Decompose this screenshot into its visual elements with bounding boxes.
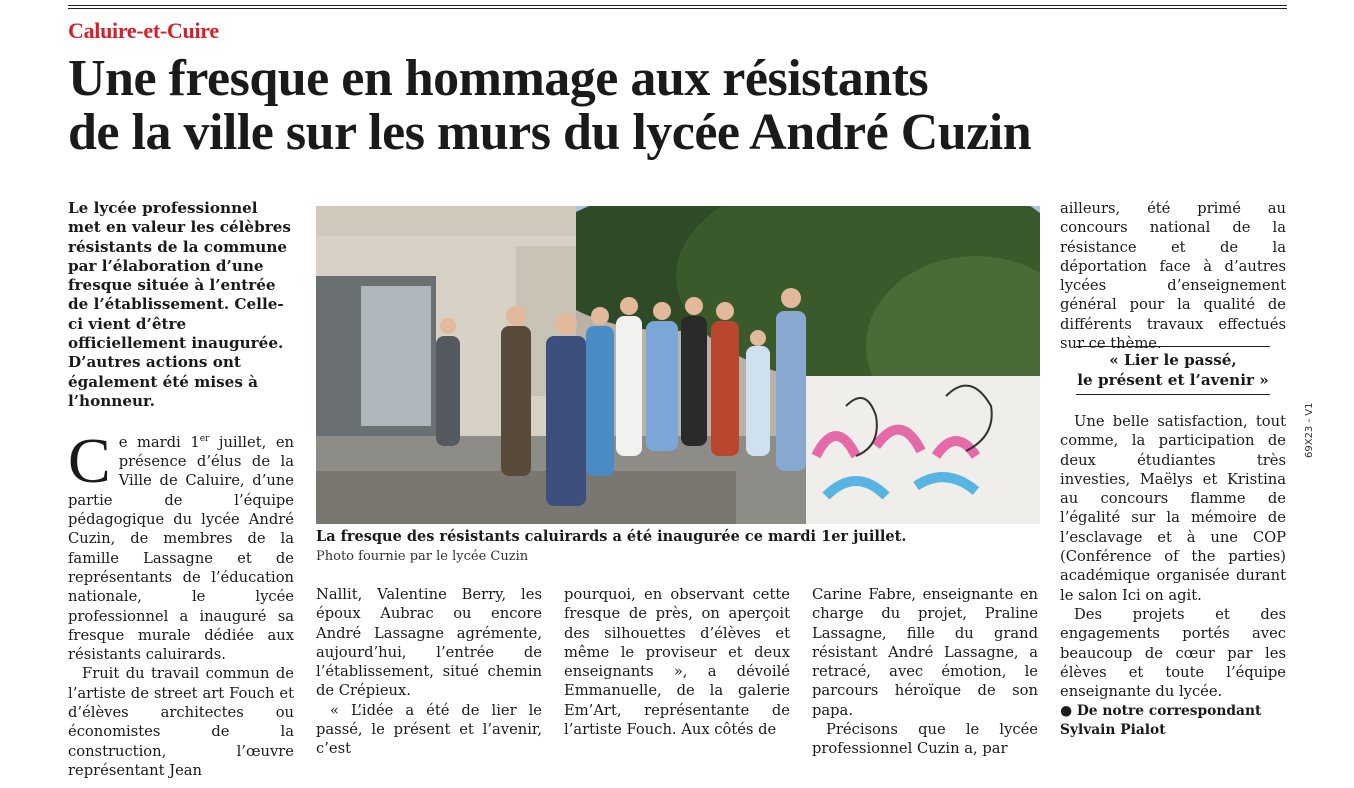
signature-line-2: Sylvain Pialot: [1060, 722, 1166, 738]
photo-caption: La fresque des résistants caluirards a été inaugurée ce mardi 1er juillet.: [316, 528, 907, 545]
body-column-2: [316, 585, 542, 759]
paragraph-text: juillet, en présence d’élus de la Ville de Caluire, d’une partie de l’équipe pédagogique du lycée André Cuzin, de membres de la famille Lassagne et de représentants de l’éducation nationale, le lycée professionnel a inauguré sa fresque murale dédiée aux résistants caluirards.: [68, 433, 294, 664]
body-column-3: [564, 585, 790, 739]
article-headline: [68, 52, 1298, 160]
headline-line-1: Une fresque en hommage aux résistants: [68, 50, 929, 107]
body-column-5-top: [1060, 199, 1286, 353]
body-paragraph-7: Précisons que le lycée professionnel Cuzin a, par: [812, 721, 1038, 758]
body-column-1: [68, 425, 294, 780]
headline-line-2: de la ville sur les murs du lycée André Cuzin: [68, 104, 1032, 161]
body-column-4: [812, 585, 1038, 759]
body-paragraph-8: ailleurs, été primé au concours national de la résistance et de la déportation face à d’autres lycées d’enseignement général pour la qualité de différents travaux effectués sur ce thème.: [1060, 200, 1286, 353]
signature-line-1: ● De notre correspondant: [1060, 703, 1262, 719]
section-kicker: Caluire-et-Cuire: [68, 18, 219, 43]
intertitle-line-2: le présent et l’avenir »: [1077, 370, 1269, 389]
intertitle: [1076, 346, 1270, 395]
body-paragraph-4: « L’idée a été de lier le passé, le présent et l’avenir, c’est: [316, 701, 542, 758]
body-paragraph-2: Fruit du travail commun de l’artiste de street art Fouch et d’élèves architectes ou économistes de la construction, l’œuvre représentant Jean: [68, 665, 294, 779]
body-paragraph-5: pourquoi, en observant cette fresque de près, on aperçoit des silhouettes d’élèves et même le proviseur et deux enseignants », a dévoilé Emmanuelle, de la galerie Em’Art, représentante de l’artiste Fouch. Aux côtés de: [564, 586, 790, 739]
page-code: 69X23 - V1: [1304, 402, 1315, 458]
photo-credit: Photo fournie par le lycée Cuzin: [316, 549, 529, 564]
article-photo: [316, 206, 1040, 524]
superscript: er: [199, 434, 210, 444]
article-lead: Le lycée professionnel met en valeur les célèbres résistants de la commune par l’élaboration d’une fresque située à l’entrée de l’établissement. Celle-ci vient d’être officiellement inaugurée. D’autres actions ont également été mises à l’honneur.: [68, 199, 291, 410]
intertitle-line-1: « Lier le passé,: [1109, 351, 1237, 369]
top-rule: [68, 5, 1287, 6]
author-signature: [1060, 702, 1261, 740]
body-paragraph-3: Nallit, Valentine Berry, les époux Aubrac ou encore André Lassagne agrémente, aujourd’hui, l’entrée de l’établissement, situé chemin de Crépieux.: [316, 586, 542, 700]
top-rule-2: [68, 8, 1287, 9]
photo-illustration: [316, 206, 1040, 524]
body-paragraph-9: Une belle satisfaction, tout comme, la participation de deux étudiantes très investies, Maëlys et Kristina au concours flamme de l’égalité sur la mémoire de l’esclavage et à une COP (Conférence of the parties) académique organisée durant le salon Ici on agit.: [1060, 413, 1286, 604]
body-paragraph-6: Carine Fabre, enseignante en charge du projet, Praline Lassagne, fille du grand résistant André Lassagne, a retracé, avec émotion, le parcours héroïque de son papa.: [812, 586, 1038, 719]
body-paragraph-10: Des projets et des engagements portés avec beaucoup de cœur par les élèves et toute l’équipe enseignante du lycée.: [1060, 605, 1286, 701]
body-paragraph-1: [68, 425, 294, 664]
body-column-5-bottom: [1060, 412, 1286, 701]
paragraph-text: e mardi 1: [118, 433, 200, 451]
drop-cap: C: [68, 425, 111, 496]
